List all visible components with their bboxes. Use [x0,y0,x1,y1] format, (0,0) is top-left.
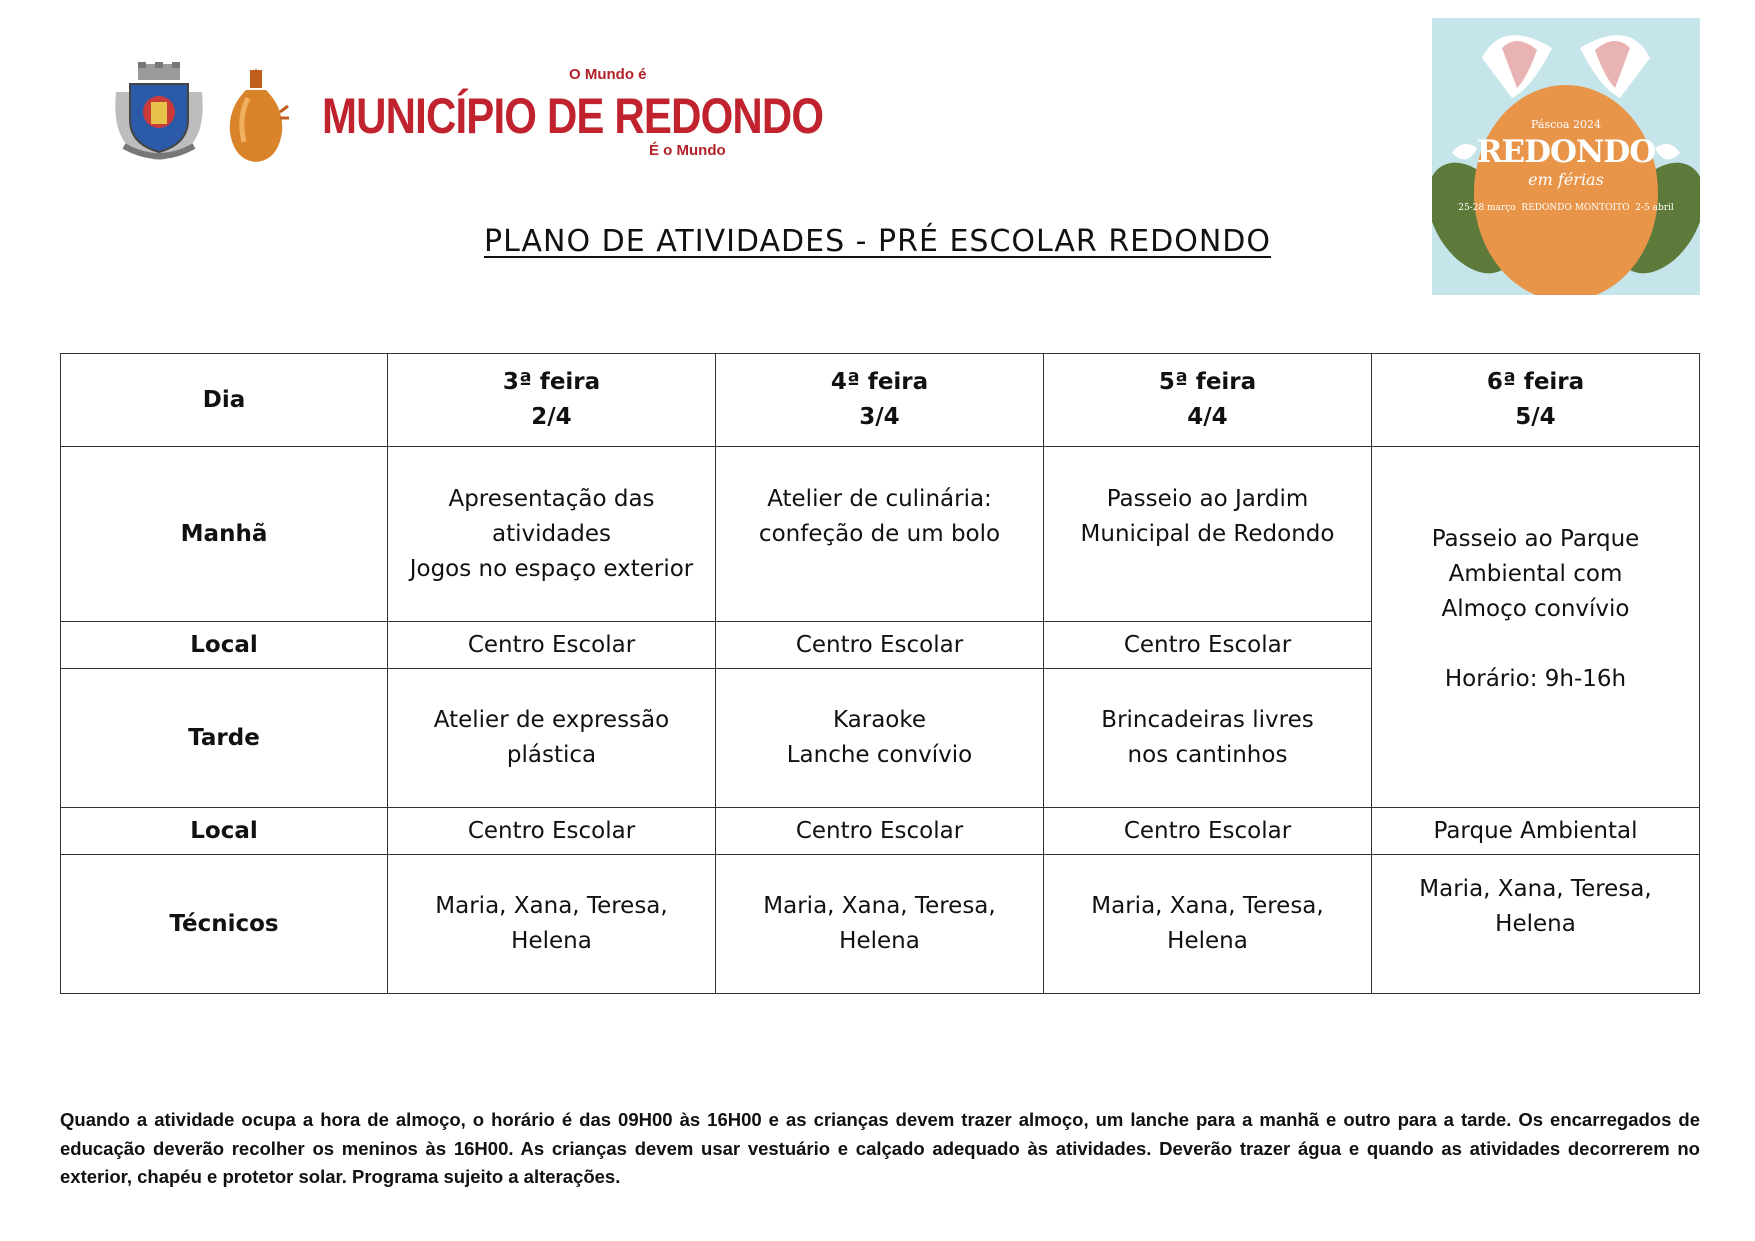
day-header-thursday: 5ª feira 4/4 [1044,354,1372,447]
local-tarde-wednesday: Centro Escolar [716,808,1044,855]
poster-dates-left: 25-28 março [1458,203,1516,213]
poster-subtitle: em férias [1528,170,1604,189]
manha-thursday: Passeio ao Jardim Municipal de Redondo [1044,447,1372,622]
row-label-manha: Manhã [61,447,388,622]
activity-plan-table [60,353,1700,994]
day-header-wednesday: 4ª feira 3/4 [716,354,1044,447]
municipality-name: MUNICÍPIO DE REDONDO [322,88,824,144]
row-label-local: Local [61,808,388,855]
tecnicos-wednesday: Maria, Xana, Teresa, Helena [716,855,1044,994]
local-tarde-tuesday: Centro Escolar [388,808,716,855]
row-label-dia: Dia [61,354,388,447]
poster-dates [1432,202,1700,214]
table-row-local-tarde [61,808,1700,855]
poster-title: REDONDO [1476,134,1656,170]
table-header-row [61,354,1700,447]
slogan-top: O Mundo é [569,66,647,83]
day-header-tuesday: 3ª feira 2/4 [388,354,716,447]
tarde-thursday: Brincadeiras livres nos cantinhos [1044,669,1372,808]
tecnicos-friday: Maria, Xana, Teresa, Helena [1372,855,1700,994]
local-tarde-friday: Parque Ambiental [1372,808,1700,855]
poster-dates-right: 2-5 abril [1635,203,1674,213]
coat-of-arms-icon [110,62,208,162]
manha-wednesday: Atelier de culinária: confeção de um bolo [716,447,1044,622]
local-tarde-thursday: Centro Escolar [1044,808,1372,855]
footnote: Quando a atividade ocupa a hora de almoço, o horário é das 09H00 às 16H00 e as crianças devem trazer almoço, um lanche para a manhã e outro para a tarde. Os encarregados de educação deverão recolher os meninos às 16H00. As crianças devem usar vestuário e calçado adequado às atividades. Deverão trazer água e quando as atividades decorrerem no exterior, chapéu e protetor solar. Programa sujeito a alterações. [60,1109,1700,1187]
tecnicos-tuesday: Maria, Xana, Teresa, Helena [388,855,716,994]
poster-places: REDONDO MONTOITO [1521,203,1630,213]
row-label-tecnicos: Técnicos [61,855,388,994]
local-manha-thursday: Centro Escolar [1044,622,1372,669]
manha-tuesday: Apresentação das atividades Jogos no espaço exterior [388,447,716,622]
table-row-tecnicos [61,855,1700,994]
row-label-local: Local [61,622,388,669]
friday-activity-block: Passeio ao Parque Ambiental com Almoço convívio Horário: 9h-16h [1372,447,1700,808]
poster-year: Páscoa 2024 [1531,118,1601,131]
local-manha-wednesday: Centro Escolar [716,622,1044,669]
row-label-tarde: Tarde [61,669,388,808]
page-title: PLANO DE ATIVIDADES - PRÉ ESCOLAR REDONDO [484,224,1271,259]
jug-icon [222,68,290,164]
tarde-tuesday: Atelier de expressão plástica [388,669,716,808]
tecnicos-thursday: Maria, Xana, Teresa, Helena [1044,855,1372,994]
slogan-bottom: É o Mundo [649,142,726,159]
tarde-wednesday: Karaoke Lanche convívio [716,669,1044,808]
local-manha-tuesday: Centro Escolar [388,622,716,669]
table-row-manha [61,447,1700,622]
day-header-friday: 6ª feira 5/4 [1372,354,1700,447]
